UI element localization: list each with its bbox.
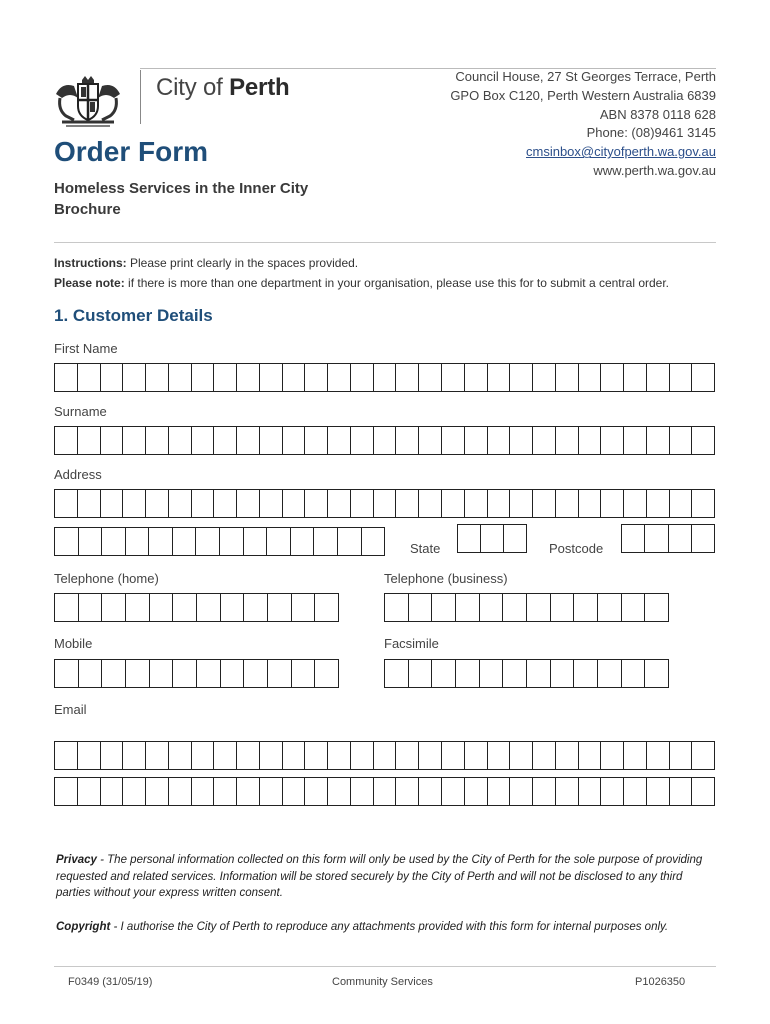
character-box[interactable] xyxy=(351,742,374,769)
character-box[interactable] xyxy=(670,427,693,454)
email-line2-input[interactable] xyxy=(54,777,715,806)
character-box[interactable] xyxy=(432,594,456,621)
logo-divider xyxy=(140,70,141,124)
character-box[interactable] xyxy=(260,490,283,517)
character-box[interactable] xyxy=(305,490,328,517)
character-box[interactable] xyxy=(362,528,385,555)
character-box[interactable] xyxy=(556,778,579,805)
instructions xyxy=(54,256,358,270)
character-box[interactable] xyxy=(338,528,362,555)
address-line: GPO Box C120, Perth Western Australia 6839 xyxy=(450,87,716,103)
phone-line: Phone: (08)9461 3145 xyxy=(586,125,716,141)
postcode-label: Postcode xyxy=(549,541,604,556)
character-box[interactable] xyxy=(192,364,215,391)
character-box[interactable] xyxy=(465,427,488,454)
character-box[interactable] xyxy=(78,490,101,517)
character-box[interactable] xyxy=(315,594,338,621)
character-box[interactable] xyxy=(396,427,419,454)
character-box[interactable] xyxy=(315,660,338,687)
character-box[interactable] xyxy=(670,778,693,805)
character-box[interactable] xyxy=(647,742,670,769)
character-box[interactable] xyxy=(551,660,575,687)
character-box[interactable] xyxy=(624,778,647,805)
character-box[interactable] xyxy=(579,490,602,517)
footer-ref: P1026350 xyxy=(635,976,686,988)
character-box[interactable] xyxy=(146,742,169,769)
character-box[interactable] xyxy=(169,742,192,769)
character-box[interactable] xyxy=(169,778,192,805)
character-box[interactable] xyxy=(55,778,78,805)
character-box[interactable] xyxy=(173,594,197,621)
character-box[interactable] xyxy=(409,594,433,621)
character-box[interactable] xyxy=(101,364,124,391)
character-box[interactable] xyxy=(283,364,306,391)
character-box[interactable] xyxy=(480,660,504,687)
character-box[interactable] xyxy=(533,742,556,769)
character-box[interactable] xyxy=(396,490,419,517)
instructions-label: Instructions: xyxy=(54,256,127,270)
character-box[interactable] xyxy=(192,742,215,769)
character-box[interactable] xyxy=(78,778,101,805)
character-box[interactable] xyxy=(601,742,624,769)
character-box[interactable] xyxy=(624,490,647,517)
character-box[interactable] xyxy=(169,490,192,517)
character-box[interactable] xyxy=(624,364,647,391)
character-box[interactable] xyxy=(579,427,602,454)
page-subtitle: Homeless Services in the Inner City Brochure xyxy=(54,180,309,218)
character-box[interactable] xyxy=(601,427,624,454)
character-box[interactable] xyxy=(283,742,306,769)
character-box[interactable] xyxy=(692,427,714,454)
character-box[interactable] xyxy=(622,660,646,687)
character-box[interactable] xyxy=(260,742,283,769)
character-box[interactable] xyxy=(504,525,526,552)
character-box[interactable] xyxy=(214,778,237,805)
character-box[interactable] xyxy=(533,778,556,805)
character-box[interactable] xyxy=(396,742,419,769)
character-box[interactable] xyxy=(551,594,575,621)
character-box[interactable] xyxy=(305,364,328,391)
character-box[interactable] xyxy=(197,594,221,621)
character-box[interactable] xyxy=(409,660,433,687)
character-box[interactable] xyxy=(55,742,78,769)
abn-line: ABN 8378 0118 628 xyxy=(599,106,716,122)
character-box[interactable] xyxy=(645,525,668,552)
instructions-text: Please print clearly in the spaces provided. xyxy=(126,256,359,270)
character-box[interactable] xyxy=(456,594,480,621)
logo-name: Perth xyxy=(229,74,290,101)
character-box[interactable] xyxy=(579,364,602,391)
address-label: Address xyxy=(54,467,102,482)
character-box[interactable] xyxy=(237,364,260,391)
character-box[interactable] xyxy=(510,490,533,517)
character-box[interactable] xyxy=(647,364,670,391)
character-box[interactable] xyxy=(442,778,465,805)
telephone-home-label: Telephone (home) xyxy=(54,571,159,586)
mobile-input[interactable] xyxy=(54,659,339,688)
coat-of-arms-icon xyxy=(52,76,124,128)
character-box[interactable] xyxy=(79,528,103,555)
character-box[interactable] xyxy=(214,427,237,454)
character-box[interactable] xyxy=(283,490,306,517)
character-box[interactable] xyxy=(267,528,291,555)
character-box[interactable] xyxy=(419,778,442,805)
character-box[interactable] xyxy=(396,778,419,805)
telephone-home-input[interactable] xyxy=(54,593,339,622)
character-box[interactable] xyxy=(292,660,316,687)
telephone-business-label: Telephone (business) xyxy=(384,571,508,586)
postcode-input[interactable] xyxy=(621,524,715,553)
form-code: F0349 (31/05/19) xyxy=(68,976,153,988)
character-box[interactable] xyxy=(419,427,442,454)
character-box[interactable] xyxy=(556,427,579,454)
character-box[interactable] xyxy=(527,660,551,687)
email-link[interactable]: cmsinbox@cityofperth.wa.gov.au xyxy=(526,144,716,160)
character-box[interactable] xyxy=(556,364,579,391)
character-box[interactable] xyxy=(442,427,465,454)
facsimile-input[interactable] xyxy=(384,659,669,688)
character-box[interactable] xyxy=(126,594,150,621)
character-box[interactable] xyxy=(146,427,169,454)
section-title: 1. Customer Details xyxy=(54,306,213,325)
character-box[interactable] xyxy=(669,525,692,552)
character-box[interactable] xyxy=(244,528,268,555)
character-box[interactable] xyxy=(123,742,146,769)
character-box[interactable] xyxy=(488,778,511,805)
character-box[interactable] xyxy=(645,594,668,621)
page-title: Order Form xyxy=(54,136,209,167)
character-box[interactable] xyxy=(173,660,197,687)
character-box[interactable] xyxy=(527,594,551,621)
email-line1-input[interactable] xyxy=(54,741,715,770)
character-box[interactable] xyxy=(351,490,374,517)
character-box[interactable] xyxy=(465,490,488,517)
character-box[interactable] xyxy=(385,660,409,687)
character-box[interactable] xyxy=(601,490,624,517)
character-box[interactable] xyxy=(465,742,488,769)
character-box[interactable] xyxy=(305,778,328,805)
character-box[interactable] xyxy=(351,427,374,454)
character-box[interactable] xyxy=(692,778,714,805)
character-box[interactable] xyxy=(374,427,397,454)
character-box[interactable] xyxy=(374,742,397,769)
character-box[interactable] xyxy=(123,490,146,517)
character-box[interactable] xyxy=(146,364,169,391)
character-box[interactable] xyxy=(150,594,174,621)
character-box[interactable] xyxy=(123,364,146,391)
character-box[interactable] xyxy=(102,594,126,621)
character-box[interactable] xyxy=(556,490,579,517)
character-box[interactable] xyxy=(328,778,351,805)
character-box[interactable] xyxy=(510,778,533,805)
character-box[interactable] xyxy=(579,778,602,805)
character-box[interactable] xyxy=(647,778,670,805)
character-box[interactable] xyxy=(328,364,351,391)
character-box[interactable] xyxy=(192,778,215,805)
character-box[interactable] xyxy=(601,364,624,391)
character-box[interactable] xyxy=(214,364,237,391)
character-box[interactable] xyxy=(305,427,328,454)
character-box[interactable] xyxy=(488,427,511,454)
character-box[interactable] xyxy=(670,364,693,391)
character-box[interactable] xyxy=(169,427,192,454)
character-box[interactable] xyxy=(55,427,78,454)
character-box[interactable] xyxy=(574,660,598,687)
character-box[interactable] xyxy=(510,742,533,769)
address-line1-input[interactable] xyxy=(54,489,715,518)
character-box[interactable] xyxy=(692,490,714,517)
character-box[interactable] xyxy=(214,490,237,517)
character-box[interactable] xyxy=(670,490,693,517)
character-box[interactable] xyxy=(79,660,103,687)
character-box[interactable] xyxy=(169,364,192,391)
character-box[interactable] xyxy=(101,490,124,517)
character-box[interactable] xyxy=(197,660,221,687)
character-box[interactable] xyxy=(146,778,169,805)
surname-input[interactable] xyxy=(54,426,715,455)
character-box[interactable] xyxy=(214,742,237,769)
logo-prefix: City of xyxy=(156,74,223,101)
character-box[interactable] xyxy=(481,525,504,552)
telephone-business-input[interactable] xyxy=(384,593,669,622)
character-box[interactable] xyxy=(647,427,670,454)
character-box[interactable] xyxy=(101,427,124,454)
character-box[interactable] xyxy=(244,660,268,687)
character-box[interactable] xyxy=(465,778,488,805)
character-box[interactable] xyxy=(488,490,511,517)
character-box[interactable] xyxy=(237,427,260,454)
state-input[interactable] xyxy=(457,524,527,553)
character-box[interactable] xyxy=(692,742,714,769)
note xyxy=(54,276,669,290)
character-box[interactable] xyxy=(102,660,126,687)
character-box[interactable] xyxy=(503,660,527,687)
character-box[interactable] xyxy=(579,742,602,769)
character-box[interactable] xyxy=(292,594,316,621)
character-box[interactable] xyxy=(55,528,79,555)
character-box[interactable] xyxy=(149,528,173,555)
contact-address xyxy=(450,68,716,181)
character-box[interactable] xyxy=(101,778,124,805)
character-box[interactable] xyxy=(314,528,338,555)
email-label: Email xyxy=(54,702,87,717)
character-box[interactable] xyxy=(150,660,174,687)
character-box[interactable] xyxy=(624,742,647,769)
character-box[interactable] xyxy=(419,364,442,391)
character-box[interactable] xyxy=(196,528,220,555)
character-box[interactable] xyxy=(55,490,78,517)
character-box[interactable] xyxy=(598,660,622,687)
character-box[interactable] xyxy=(237,778,260,805)
character-box[interactable] xyxy=(692,525,714,552)
character-box[interactable] xyxy=(692,364,714,391)
character-box[interactable] xyxy=(488,364,511,391)
character-box[interactable] xyxy=(458,525,481,552)
character-box[interactable] xyxy=(351,778,374,805)
character-box[interactable] xyxy=(465,364,488,391)
mobile-label: Mobile xyxy=(54,636,93,651)
footer-rule xyxy=(54,966,716,967)
character-box[interactable] xyxy=(647,490,670,517)
character-box[interactable] xyxy=(291,528,315,555)
first-name-input[interactable] xyxy=(54,363,715,392)
character-box[interactable] xyxy=(220,528,244,555)
character-box[interactable] xyxy=(101,742,124,769)
character-box[interactable] xyxy=(396,364,419,391)
character-box[interactable] xyxy=(283,427,306,454)
character-box[interactable] xyxy=(419,490,442,517)
character-box[interactable] xyxy=(574,594,598,621)
character-box[interactable] xyxy=(78,364,101,391)
character-box[interactable] xyxy=(123,778,146,805)
copyright-label: Copyright xyxy=(56,921,111,933)
character-box[interactable] xyxy=(645,660,668,687)
character-box[interactable] xyxy=(260,364,283,391)
character-box[interactable] xyxy=(622,594,646,621)
footer-department: Community Services xyxy=(332,976,433,988)
character-box[interactable] xyxy=(488,742,511,769)
privacy-label: Privacy xyxy=(56,854,97,866)
character-box[interactable] xyxy=(328,427,351,454)
address-line: Council House, 27 St Georges Terrace, Perth xyxy=(455,69,716,84)
character-box[interactable] xyxy=(221,660,245,687)
character-box[interactable] xyxy=(442,742,465,769)
character-box[interactable] xyxy=(624,427,647,454)
note-label: Please note: xyxy=(54,276,125,290)
character-box[interactable] xyxy=(601,778,624,805)
city-of-perth-logo xyxy=(52,68,312,128)
website-line: www.perth.wa.gov.au xyxy=(593,162,716,178)
character-box[interactable] xyxy=(328,742,351,769)
logo-wordmark xyxy=(156,74,289,102)
character-box[interactable] xyxy=(419,742,442,769)
surname-label: Surname xyxy=(54,404,107,419)
character-box[interactable] xyxy=(55,594,79,621)
character-box[interactable] xyxy=(268,660,292,687)
character-box[interactable] xyxy=(670,742,693,769)
character-box[interactable] xyxy=(173,528,197,555)
character-box[interactable] xyxy=(622,525,645,552)
character-box[interactable] xyxy=(192,427,215,454)
copyright-text: - I authorise the City of Perth to reproduce any attachments provided with this form for internal purposes only. xyxy=(110,921,669,933)
character-box[interactable] xyxy=(456,660,480,687)
character-box[interactable] xyxy=(533,490,556,517)
character-box[interactable] xyxy=(55,660,79,687)
character-box[interactable] xyxy=(268,594,292,621)
character-box[interactable] xyxy=(146,490,169,517)
character-box[interactable] xyxy=(533,427,556,454)
character-box[interactable] xyxy=(78,742,101,769)
facsimile-label: Facsimile xyxy=(384,636,439,651)
character-box[interactable] xyxy=(79,594,103,621)
character-box[interactable] xyxy=(480,594,504,621)
character-box[interactable] xyxy=(102,528,126,555)
copyright-notice xyxy=(56,919,718,936)
character-box[interactable] xyxy=(374,778,397,805)
section-divider xyxy=(54,242,716,243)
character-box[interactable] xyxy=(305,742,328,769)
character-box[interactable] xyxy=(374,490,397,517)
character-box[interactable] xyxy=(351,364,374,391)
character-box[interactable] xyxy=(237,490,260,517)
character-box[interactable] xyxy=(126,528,150,555)
character-box[interactable] xyxy=(503,594,527,621)
character-box[interactable] xyxy=(260,778,283,805)
privacy-text: - The personal information collected on this form will only be used by the City of Perth for the sole purpose of providing requested and related services. Information will be stored securely by the City of Perth and will not be disclosed to any third parties without your express written consent. xyxy=(56,854,703,899)
first-name-label: First Name xyxy=(54,341,118,356)
character-box[interactable] xyxy=(442,490,465,517)
character-box[interactable] xyxy=(237,742,260,769)
state-label: State xyxy=(410,541,441,556)
character-box[interactable] xyxy=(432,660,456,687)
character-box[interactable] xyxy=(533,364,556,391)
character-box[interactable] xyxy=(126,660,150,687)
note-text: if there is more than one department in your organisation, please use this for to submit a central order. xyxy=(124,276,669,290)
character-box[interactable] xyxy=(78,427,101,454)
character-box[interactable] xyxy=(442,364,465,391)
character-box[interactable] xyxy=(260,427,283,454)
character-box[interactable] xyxy=(123,427,146,454)
character-box[interactable] xyxy=(556,742,579,769)
character-box[interactable] xyxy=(385,594,409,621)
character-box[interactable] xyxy=(192,490,215,517)
character-box[interactable] xyxy=(510,427,533,454)
character-box[interactable] xyxy=(244,594,268,621)
privacy-notice xyxy=(56,852,718,902)
character-box[interactable] xyxy=(283,778,306,805)
character-box[interactable] xyxy=(55,364,78,391)
address-line2-input[interactable] xyxy=(54,527,385,556)
character-box[interactable] xyxy=(374,364,397,391)
character-box[interactable] xyxy=(328,490,351,517)
character-box[interactable] xyxy=(510,364,533,391)
character-box[interactable] xyxy=(598,594,622,621)
character-box[interactable] xyxy=(221,594,245,621)
